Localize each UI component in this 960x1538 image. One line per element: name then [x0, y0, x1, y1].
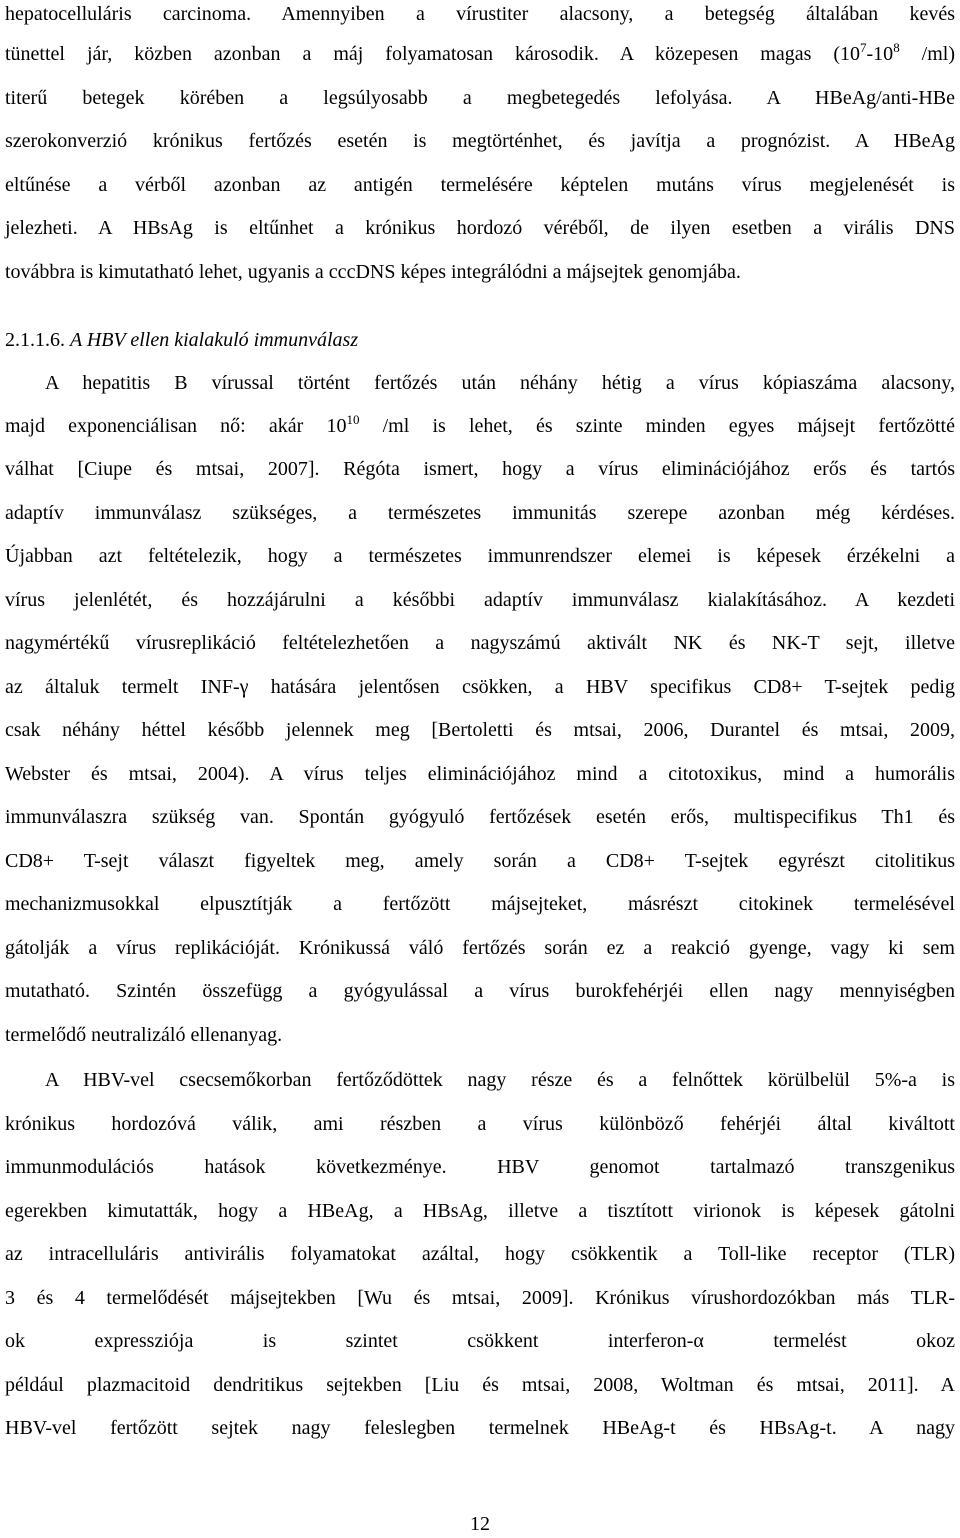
text-line: HBV-vel fertőzött sejtek nagy feleslegben termelnek HBeAg-t és HBsAg-t. A nagy: [5, 1417, 955, 1439]
section-title: A HBV ellen kialakuló immunválasz: [70, 329, 359, 351]
text-line: az intracelluláris antivirális folyamatokat azáltal, hogy csökkentik a Toll-like receptor (TLR): [5, 1243, 955, 1265]
section-number: 2.1.1.6.: [5, 329, 65, 351]
text-line: krónikus hordozóvá válik, ami részben a vírus különböző fehérjéi által kiváltott: [5, 1113, 955, 1135]
text-line: válhat [Ciupe és mtsai, 2007]. Régóta ismert, hogy a vírus eliminációjához erős és tartós: [5, 458, 955, 480]
text-line: termelődő neutralizáló ellenanyag.: [5, 1024, 283, 1046]
text-line: adaptív immunválasz szükséges, a természetes immunitás szerepe azonban még kérdéses.: [5, 502, 955, 524]
text-fragment: /ml is lehet, és szinte minden egyes májsejt fertőzötté: [359, 415, 955, 437]
text-line: [5, 412, 955, 440]
text-line: vírus jelenlétét, és hozzájárulni a későbbi adaptív immunválasz kialakításához. A kezdeti: [5, 589, 955, 611]
text-line: hepatocelluláris carcinoma. Amennyiben a vírustiter alacsony, a betegség általában kevés: [5, 3, 955, 25]
superscript: 8: [893, 40, 900, 55]
text-line: gátolják a vírus replikációját. Krónikussá váló fertőzés során ez a reakció gyenge, vagy ki sem: [5, 937, 955, 959]
text-line: szerokonverzió krónikus fertőzés esetén is megtörténhet, és javítja a prognózist. A HBeAg: [5, 130, 955, 152]
text-line: Újabban azt feltételezik, hogy a természetes immunrendszer elemei is képesek érzékelni a: [5, 545, 955, 567]
text-line: egerekben kimutatták, hogy a HBeAg, a HBsAg, illetve a tisztított virionok is képesek gátolni: [5, 1200, 955, 1222]
text-line: Webster és mtsai, 2004). A vírus teljes eliminációjához mind a citotoxikus, mind a humorális: [5, 763, 955, 785]
text-line: mutatható. Szintén összefügg a gyógyulással a vírus burokfehérjéi ellen nagy mennyiségben: [5, 980, 955, 1002]
text-line: eltűnése a vérből azonban az antigén termelésére képtelen mutáns vírus megjelenését is: [5, 174, 955, 196]
text-line: nagymértékű vírusreplikáció feltételezhetően a nagyszámú aktivált NK és NK-T sejt, illetve: [5, 632, 955, 654]
text-fragment: -10: [866, 43, 894, 65]
text-line: [5, 40, 955, 68]
text-line: az általuk termelt INF-γ hatására jelentősen csökken, a HBV specifikus CD8+ T-sejtek pedig: [5, 676, 955, 698]
text-line: 3 és 4 termelődését májsejtekben [Wu és mtsai, 2009]. Krónikus vírushordozókban más TLR-: [5, 1287, 955, 1309]
text-line: A HBV-vel csecsemőkorban fertőződöttek nagy része és a felnőttek körülbelül 5%-a is: [45, 1069, 955, 1091]
text-line: CD8+ T-sejt választ figyeltek meg, amely során a CD8+ T-sejtek egyrészt citolitikus: [5, 850, 955, 872]
text-fragment: /ml): [899, 43, 955, 65]
text-line: A hepatitis B vírussal történt fertőzés után néhány hétig a vírus kópiaszáma alacsony,: [45, 372, 955, 394]
page-number: 12: [470, 1513, 490, 1535]
text-line: ok expressziója is szintet csökkent interferon-α termelést okoz: [5, 1330, 955, 1352]
text-line: például plazmacitoid dendritikus sejtekben [Liu és mtsai, 2008, Woltman és mtsai, 2011]. A: [5, 1374, 955, 1396]
text-fragment: tünettel jár, közben azonban a máj folyamatosan károsodik. A közepesen magas (10: [5, 43, 861, 65]
text-line: csak néhány héttel később jelennek meg [Bertoletti és mtsai, 2006, Durantel és mtsai, 2009,: [5, 719, 955, 741]
text-line: továbbra is kimutatható lehet, ugyanis a cccDNS képes integrálódni a májsejtek genomjába.: [5, 261, 741, 283]
text-line: jelezheti. A HBsAg is eltűnhet a krónikus hordozó véréből, de ilyen esetben a virális DNS: [5, 217, 955, 239]
superscript: 10: [346, 412, 360, 427]
section-heading: [5, 326, 955, 354]
text-line: immunmodulációs hatások következménye. HBV genomot tartalmazó transzgenikus: [5, 1156, 955, 1178]
text-line: mechanizmusokkal elpusztítják a fertőzött májsejteket, másrészt citokinek termelésével: [5, 893, 955, 915]
text-fragment: majd exponenciálisan nő: akár 10: [5, 415, 347, 437]
text-line: immunválaszra szükség van. Spontán gyógyuló fertőzések esetén erős, multispecifikus Th1 és: [5, 806, 955, 828]
superscript: 7: [860, 40, 867, 55]
text-line: titerű betegek körében a legsúlyosabb a megbetegedés lefolyása. A HBeAg/anti-HBe: [5, 87, 955, 109]
